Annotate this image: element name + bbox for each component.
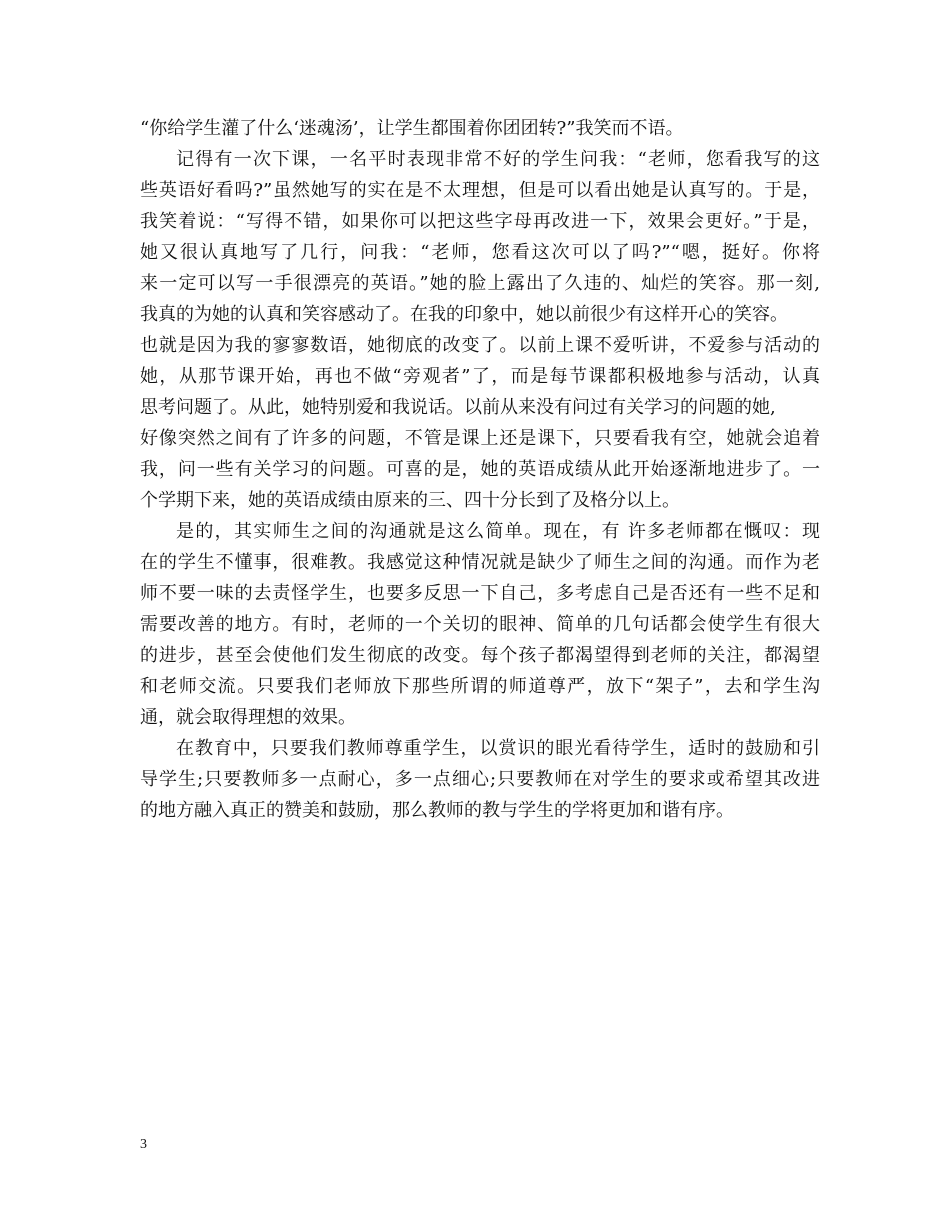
text-line: 导学生;只要教师多一点耐心，多一点细心;只要教师在对学生的要求或希望其改进: [140, 769, 820, 790]
paragraph-2: [140, 144, 820, 516]
text-line: “你给学生灌了什么‘迷魂汤’，让学生都围着你团团转?”我笑而不语。: [140, 118, 684, 139]
text-line: 我笑着说：“写得不错，如果你可以把这些字母再改进一下，效果会更好。”于是，: [140, 211, 820, 232]
text-line: 记得有一次下课，一名平时表现非常不好的学生问我：“老师，您看我写的这: [176, 149, 820, 170]
text-line: 来一定可以写一手很漂亮的英语。”她的脸上露出了久违的、灿烂的笑容。那一刻,: [140, 273, 820, 294]
page-number: 3: [140, 1137, 147, 1152]
paragraph-3: [140, 516, 820, 733]
text-line: 需要改善的地方。有时，老师的一个关切的眼神、简单的几句话都会使学生有很大: [140, 614, 820, 635]
text-line: 师不要一味的去责怪学生，也要多反思一下自己，多考虑自己是否还有一些不足和: [140, 583, 820, 604]
paragraph-1: [140, 113, 820, 144]
text-line: 她，从那节课开始，再也不做“旁观者”了，而是每节课都积极地参与活动，认真: [140, 366, 820, 387]
text-line: 的地方融入真正的赞美和鼓励，那么教师的教与学生的学将更加和谐有序。: [140, 800, 734, 821]
text-line: 通，就会取得理想的效果。: [140, 707, 356, 728]
text-line: 我，问一些有关学习的问题。可喜的是，她的英语成绩从此开始逐渐地进步了。一: [140, 459, 820, 480]
text-line: 的进步，甚至会使他们发生彻底的改变。每个孩子都渴望得到老师的关注，都渴望: [140, 645, 820, 666]
text-line: 我真的为她的认真和笑容感动了。在我的印象中，她以前很少有这样开心的笑容。: [140, 304, 788, 325]
text-line: 在教育中，只要我们教师尊重学生，以赏识的眼光看待学生，适时的鼓励和引: [176, 738, 820, 759]
text-line: 是的，其实师生之间的沟通就是这么简单。现在，有 许多老师都在慨叹：现: [176, 521, 820, 542]
text-line: 个学期下来，她的英语成绩由原来的三、四十分长到了及格分以上。: [140, 490, 680, 511]
text-line: 也就是因为我的寥寥数语，她彻底的改变了。以前上课不爱听讲，不爱参与活动的: [140, 335, 820, 356]
text-line: 好像突然之间有了许多的问题，不管是课上还是课下，只要看我有空，她就会追着: [140, 428, 820, 449]
text-line: 些英语好看吗?”虽然她写的实在是不太理想，但是可以看出她是认真写的。于是，: [140, 180, 820, 201]
paragraph-4: [140, 733, 820, 826]
text-line: 思考问题了。从此，她特别爱和我说话。以前从来没有问过有关学习的问题的她,: [140, 397, 776, 418]
body-text: [140, 113, 820, 826]
text-line: 她又很认真地写了几行，问我：“老师，您看这次可以了吗?”“嗯，挺好。你将: [140, 242, 820, 263]
text-line: 在的学生不懂事，很难教。我感觉这种情况就是缺少了师生之间的沟通。而作为老: [140, 552, 820, 573]
text-line: 和老师交流。只要我们老师放下那些所谓的师道尊严，放下“架子”，去和学生沟: [140, 676, 820, 697]
